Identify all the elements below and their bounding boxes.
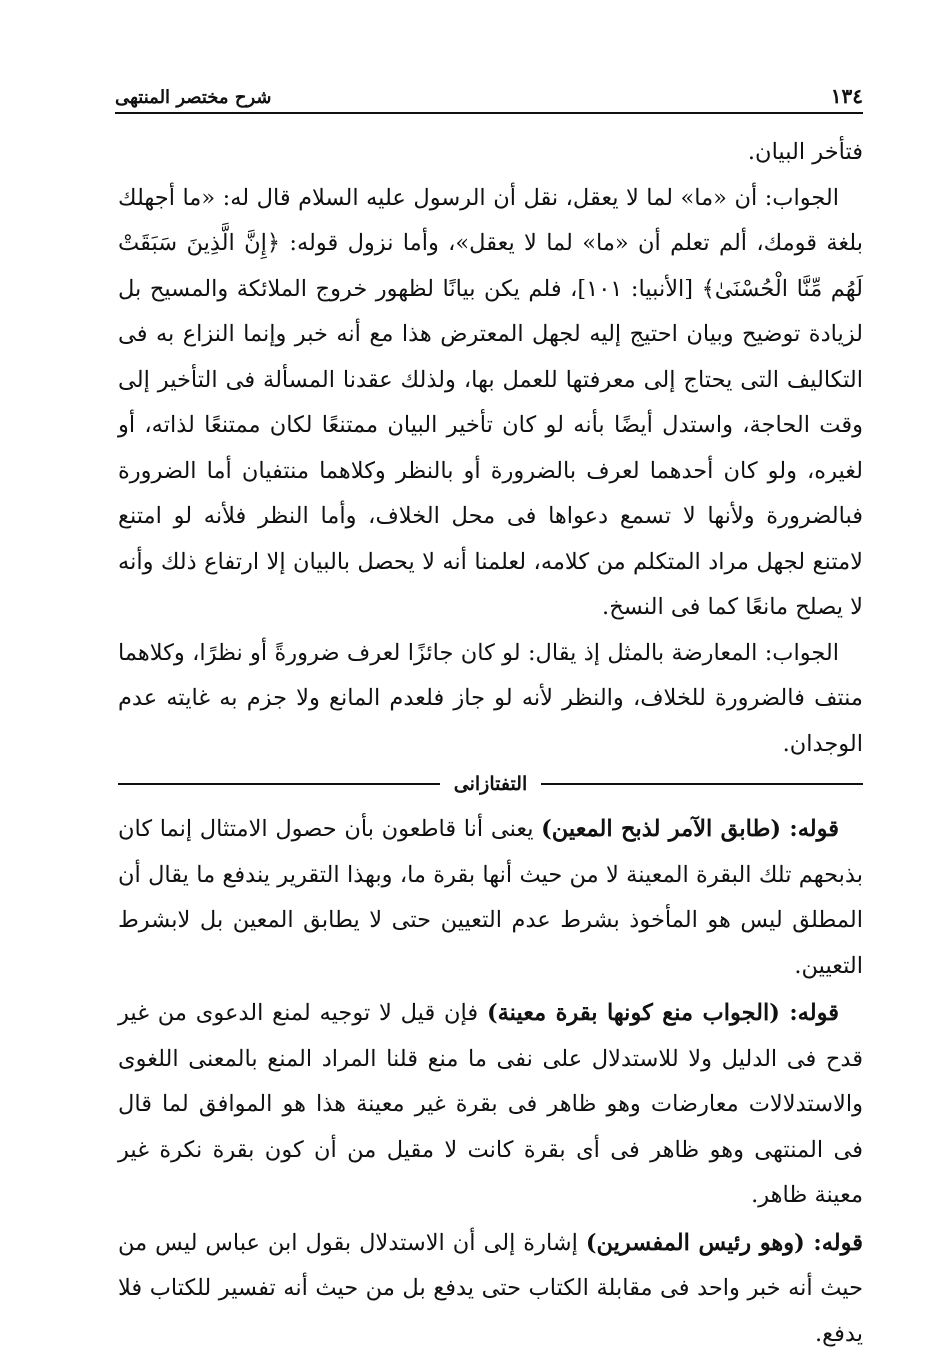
page-body bbox=[118, 130, 863, 1357]
commentary-paragraph-1 bbox=[118, 807, 863, 989]
commentator-label: التفتازانى bbox=[453, 773, 528, 795]
page-header bbox=[115, 78, 863, 114]
main-paragraph-2: الجواب: أن «ما» لما لا يعقل، نقل أن الرسول عليه السلام قال له: «ما أجهلك بلغة قومك، ألم تعلم أن «ما» لما لا يعقل»، وأما نزول قوله: ﴿إِنَّ الَّذِينَ سَبَقَتْ لَهُم مِّنَّا الْحُسْنَىٰ﴾ [الأنبيا: ١٠١]، فلم يكن بيانًا لظهور خروج الملائكة والمسيح بل لزيادة توضيح وبيان احتيج إليه لجهل المعترض هذا مع أنه خبر وإنما النزاع به فى التكاليف التى يحتاج إلى معرفتها للعمل بها، ولذلك عقدنا المسألة فى التأخير إلى وقت الحاجة، واستدل أيضًا بأنه لو كان تأخير البيان ممتنعًا لكان ممتنعًا لذاته، أو لغيره، ولو كان أحدهما لعرف بالضرورة أو بالنظر وكلاهما منتفيان أما الضرورة فبالضرورة ولأنها لا تسمع دعواها فى محل الخلاف، وأما النظر فلأنه لو امتنع لامتنع لجهل مراد المتكلم من كلامه، لعلمنا أنه لا يحصل بالبيان إلا ارتفاع ذلك وأنه لا يصلح مانعًا كما فى النسخ. bbox=[118, 184, 863, 620]
commentary-text-3: إشارة إلى أن الاستدلال بقول ابن عباس ليس من حيث أنه خبر واحد فى مقابلة الكتاب حتى يدفع بل من حيث أنه تفسير للكتاب فلا يدفع. bbox=[118, 1229, 863, 1347]
commentary-divider bbox=[118, 771, 863, 797]
commentary-lead-2: قوله: (الجواب منع كونها بقرة معينة) bbox=[486, 1000, 839, 1026]
page-number: ١٣٤ bbox=[830, 84, 863, 108]
divider-rule-left bbox=[118, 783, 440, 785]
main-paragraph-1: فتأخر البيان. bbox=[747, 139, 863, 165]
divider-rule-right bbox=[541, 783, 863, 785]
commentary-text-1: يعنى أنا قاطعون بأن حصول الامتثال إنما كان بذبحهم تلك البقرة المعينة لا من حيث أنها بقرة ما، وبهذا التقرير يندفع ما يقال أن المطلق ليس هو المأخوذ بشرط عدم التعيين حتى لا يطابق المعين بل لابشرط التعيين. bbox=[118, 816, 863, 979]
commentary-paragraph-3 bbox=[118, 1221, 863, 1358]
main-paragraph-3: الجواب: المعارضة بالمثل إذ يقال: لو كان جائزًا لعرف ضرورةً أو نظرًا، وكلاهما منتف فالضرورة للخلاف، والنظر لأنه لو جاز فلعدم المانع ولا جزم به غايته عدم الوجدان. bbox=[118, 639, 863, 757]
commentary-lead-3: قوله: (وهو رئيس المفسرين) bbox=[585, 1229, 863, 1256]
commentary-lead-1: قوله: (طابق الآمر لذبح المعين) bbox=[541, 816, 839, 842]
running-title: شرح مختصر المنتهى bbox=[115, 87, 272, 108]
commentary-text-2: فإن قيل لا توجيه لمنع الدعوى من غير قدح فى الدليل ولا للاستدلال على نفى ما منع قلنا المراد المنع بالمعنى اللغوى والاستدلالات معارضات وهو ظاهر فى بقرة غير معينة هذا هو الموافق لما قال فى المنتهى وهو ظاهر فى أى بقرة كانت لا مقيل من أن كون بقرة نكرة غير معينة ظاهر. bbox=[118, 1000, 863, 1208]
commentary-paragraph-2 bbox=[118, 991, 863, 1219]
